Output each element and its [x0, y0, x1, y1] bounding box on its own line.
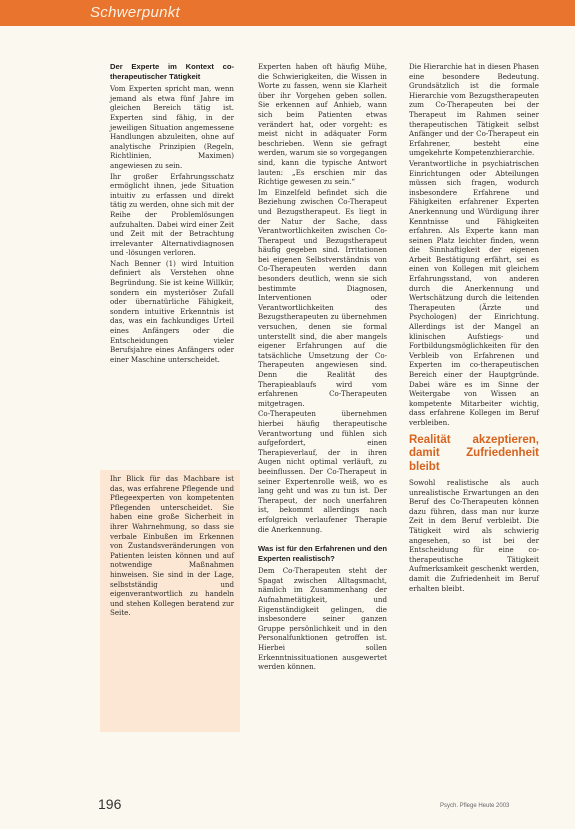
column-1 — [110, 62, 234, 365]
paragraph: Dem Co-Therapeuten steht der Spagat zwischen Alltagsmacht, nämlich im Zusammenhang der Aufnahmetätigkeit, und Eigenständigkeit gelingen, die insbesondere seiner ganzen Gruppe persönlichkeit und in den Personalfunktionen getroffen ist. Hierbei sollen Erkenntnissituationen ausgewertet werden können. — [258, 566, 387, 672]
paragraph: Co-Therapeuten übernehmen hierbei häufig therapeutische Verantwortung und fühlen sich aufgefordert, einen Therapieverlauf, der in ihren Augen nicht optimal verläuft, zu beeinflussen. Der Co-Therapeut in seiner Expertenrolle weiß, wo es lang geht und was zu tun ist. Der Therapeut, der noch unerfahren ist, bekommt allerdings nach erfolgreich verlaufener Therapie die Anerkennung. — [258, 409, 387, 534]
col1-heading: Der Experte im Kontext co-therapeutischer Tätigkeit — [110, 62, 234, 81]
highlight-box-text — [110, 474, 234, 618]
paragraph: Vom Experten spricht man, wenn jemand als etwa fünf Jahre im gleichen Bereich tätig ist. Experten sind fähig, in der jeweiligen Situation angemessene Handlungen abzuleiten, ohne auf analytische Prinzipien (Regeln, Richtlinien, Maximen) angewiesen zu sein. — [110, 84, 234, 170]
col3-heading: Realität akzeptieren, damit Zufriedenheit bleibt — [409, 433, 539, 473]
paragraph: Verantwortliche in psychiatrischen Einrichtungen oder Abteilungen müssen sich fragen, wodurch insbesondere Erfahrene und Fähigkeiten erfahrener Experten Anerkennung und Würdigung ihrer Kenntnisse und Fähigkeiten erfahren. Als Experte kann man seinen Platz leichter finden, wenn die Sinnhaftigkeit der eigenen Arbeit Bestätigung erfährt, sei es einen von Kollegen mit gleichem Erfahrungsstand, von anderen durch die Anerkennung und Wertschätzung durch die leitenden Therapeuten (Ärzte und Psychologen) der Einrichtung. Allerdings ist der Mangel an klinischen Aufstiegs- und Fortbildungsmöglichkeiten für den Verbleib von Erfahrenen und Experten im co-therapeutischen Bereich einer der Hauptgründe. Dabei wäre es im Sinne der Weitergabe von Wissen an kompetente Mitarbeiter wichtig, dass erfahrene Kollegen im Beruf verbleiben. — [409, 158, 539, 427]
page-number: 196 — [98, 796, 122, 812]
paragraph: Ihr großer Erfahrungsschatz ermöglicht ihnen, jede Situation intuitiv zu erfassen und direkt tätig zu werden, ohne sich mit der Reihe der Problemlösungen aufzuhalten. Dabei wird einer Zeit und Zeit mit der Betrachtung irrelevanter Alternativdiagnosen und -lösungen verloren. — [110, 171, 234, 258]
paragraph: Nach Benner (1) wird Intuition definiert als Verstehen ohne Begründung. Sie ist keine Willkür, sondern ein mysteriöser Zufall oder übernatürliche Fähigkeit, sondern intuitive Erkenntnis ist das, was ein fachkundiges Urteil eines Anfängers oder die Entscheidungen vieler Berufsjahre eines Anfängers oder einer Maschine unterscheidet. — [110, 258, 234, 364]
paragraph: Sowohl realistische als auch unrealistische Erwartungen an den Beruf des Co-Therapeuten können dazu führen, dass man nur kurze Zeit in dem Beruf verbleibt. Die Tätigkeit wird als schwierig angesehen, so ist bei der Entscheidung für eine co-therapeutische Tätigkeit Aufmerksamkeit geschenkt werden, damit die Zufriedenheit im Beruf erhalten bleibt. — [409, 478, 539, 593]
paragraph: Die Hierarchie hat in diesen Phasen eine besondere Bedeutung. Grundsätzlich ist die formale Hierarchie vom Bezugstherapeuten zum Co-Therapeuten bei der Therapeut im Rahmen seiner therapeutischen Tätigkeit selbst Anfänger und der Co-Therapeut ein Erfahrener, besteht eine umgekehrte Kompetenzhierarchie. — [409, 62, 539, 158]
paragraph: Experten haben oft häufig Mühe, die Schwierigkeiten, die Wissen in Worte zu fassen, wenn sie Klarheit über ihr Vorgehen geben sollen. Sie erkennen auf Anhieb, wann sich beim Patienten etwas verändert hat, oder vorgeht: es meist nicht in adäquater Form beschrieben. Wenn sie gefragt werden, warum sie so vorgegangen sind, kann die typische Antwort lauten: „Es erschien mir das Richtige gewesen zu sein.“ — [258, 62, 387, 187]
footer-source: Psych. Pflege Heute 2003 — [440, 803, 510, 809]
header-bar — [0, 0, 575, 26]
paragraph: Im Einzelfeld befindet sich die Beziehung zwischen Co-Therapeut und Bezugstherapeut. Es liegt in der Natur der Sache, dass Verantwortlichkeiten zwischen Co-Therapeut und Bezugstherapeut häufig gegeben sind. Irritationen bei eigenen Selbstverständnis von Co-Therapeuten werden dann besonders deutlich, wenn sie sich bestimmte Diagnosen, Interventionen oder Verantwortlichkeiten des Bezugstherapeuten zu übernehmen versuchen, denen sie formal unterstellt sind, die aber mangels eigener Erfahrungen auf die tatsächliche Umsetzung der Co-Therapeuten angewiesen sind. Denn die Realität des Therapieablaufs wird vom erfahrenen Co-Therapeuten mitgetragen. — [258, 187, 387, 408]
column-3 — [409, 62, 539, 594]
paragraph: Ihr Blick für das Machbare ist das, was erfahrene Pflegende und Pflegeexperten von kompetenten Pflegenden unterscheidet. Sie haben eine große Sicherheit in ihrer Wahrnehmung, so dass sie verbale Einbußen im Erkennen von Zustandsveränderungen von Patienten leisten können und auf notwendige Maßnahmen hinweisen. Sie sind in der Lage, selbstständig und eigenverantwortlich zu handeln und stehen Kollegen beratend zur Seite. — [110, 474, 234, 618]
column-2 — [258, 62, 387, 673]
col2-heading: Was ist für den Erfahrenen und den Experten realistisch? — [258, 544, 387, 563]
section-title: Schwerpunkt — [90, 4, 181, 21]
